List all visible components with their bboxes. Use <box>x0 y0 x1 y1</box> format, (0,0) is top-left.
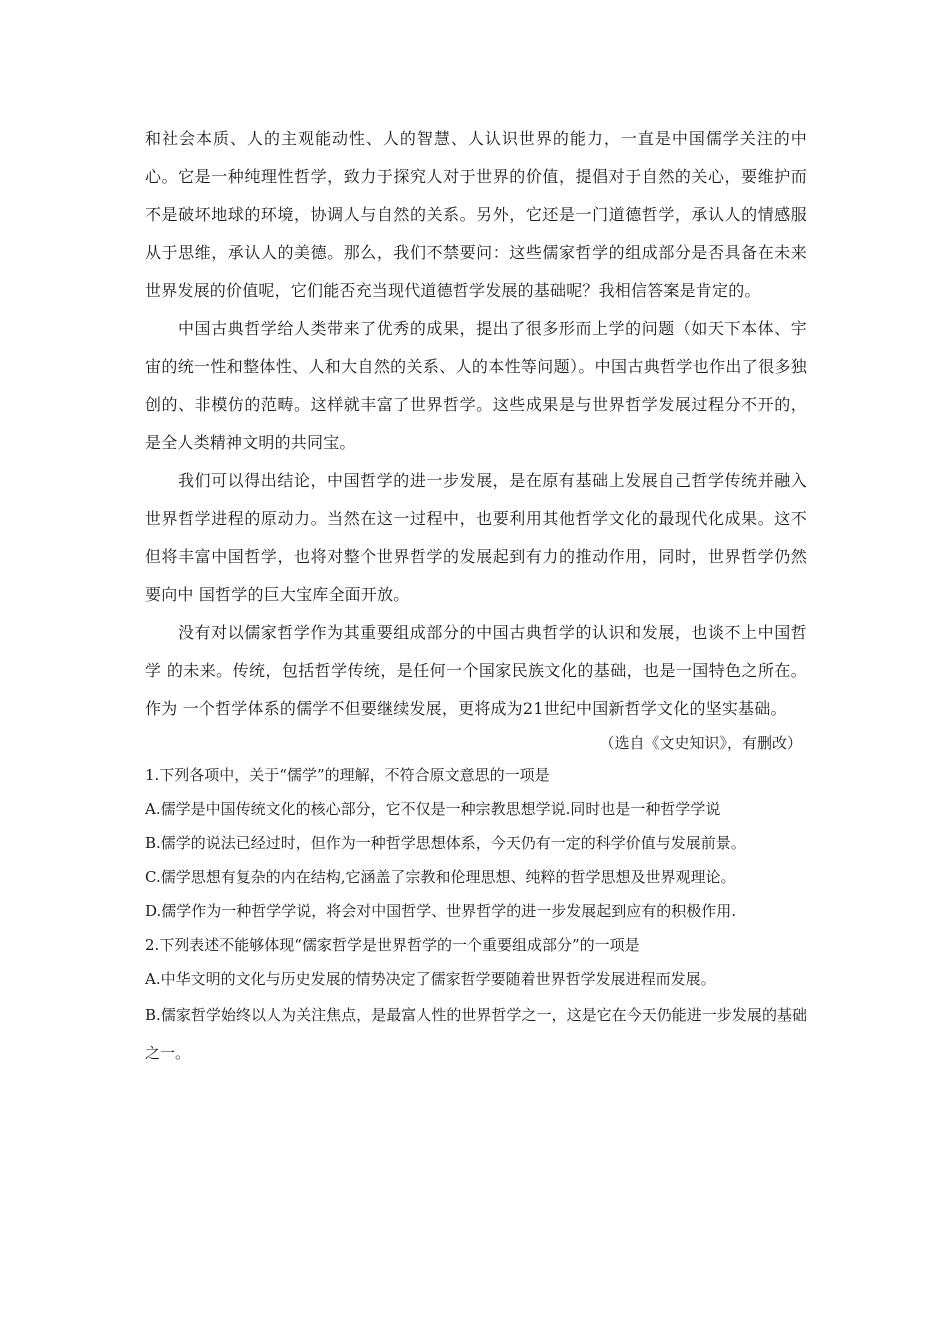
paragraph-future: 没有对以儒家哲学作为其重要组成部分的中国古典哲学的认识和发展，也谈不上中国哲学 的未来。传统，包括哲学传统，是任何一个国家民族文化的基础，也是一国特色之所在。作为 一个哲学体系的儒学不但要继续发展，更将成为21世纪中国新哲学文化的坚实基础。 <box>145 623 807 718</box>
option-a: A.中华文明的文化与历史发展的情势决定了儒家哲学要随着世界哲学发展进程而发展。 <box>145 970 716 988</box>
question-stem: 1.下列各项中，关于“儒学”的理解，不符合原文意思的一项是 <box>145 766 550 784</box>
source-citation: （选自《文史知识》，有删改） <box>599 734 802 752</box>
question-2 <box>145 928 807 1072</box>
question-1 <box>145 758 807 928</box>
question-stem: 2.下列表述不能够体现“儒家哲学是世界哲学的一个重要组成部分”的一项是 <box>145 936 640 954</box>
option-b: B.儒学的说法已经过时，但作为一种哲学思想体系，今天仍有一定的科学价值与发展前景。 <box>145 834 746 852</box>
option-c: C.儒学思想有复杂的内在结构,它涵盖了宗教和伦理思想、纯粹的哲学思想及世界观理论。 <box>145 868 736 886</box>
option-b: B.儒家哲学始终以人为关注焦点，是最富人性的世界哲学之一，这是它在今天仍能进一步发展的基础之一。 <box>145 1006 807 1062</box>
paragraph-continued: 和社会本质、人的主观能动性、人的智慧、人认识世界的能力，一直是中国儒学关注的中心。它是一种纯理性哲学，致力于探究人对于世界的价值，提倡对于自然的关心，要维护而不是破坏地球的环境，协调人与自然的关系。另外，它还是一门道德哲学，承认人的情感服从于思维，承认人的美德。那么，我们不禁要问：这些儒家哲学的组成部分是否具备在未来世界发展的价值呢，它们能否充当现代道德哲学发展的基础呢？我相信答案是肯定的。 <box>145 129 807 300</box>
paragraph-conclusion: 我们可以得出结论，中国哲学的进一步发展，是在原有基础上发展自己哲学传统并融入世界哲学进程的原动力。当然在这一过程中，也要利用其他哲学文化的最现代化成果。这不但将丰富中国哲学，也将对整个世界哲学的发展起到有力的推动作用，同时，世界哲学仍然要向中 国哲学的巨大宝库全面开放。 <box>145 471 807 604</box>
paragraph-classical-philosophy: 中国古典哲学给人类带来了优秀的成果，提出了很多形而上学的问题（如天下本体、宇宙的统一性和整体性、人和大自然的关系、人的本性等问题）。中国古典哲学也作出了很多独创的、非模仿的范畴。这样就丰富了世界哲学。这些成果是与世界哲学发展过程分不开的，是全人类精神文明的共同宝。 <box>145 319 807 452</box>
option-a: A.儒学是中国传统文化的核心部分，它不仅是一种宗教思想学说.同时也是一种哲学学说 <box>145 800 721 818</box>
document-page <box>145 120 807 1072</box>
option-d: D.儒学作为一种哲学学说，将会对中国哲学、世界哲学的进一步发展起到应有的积极作用. <box>145 902 737 920</box>
